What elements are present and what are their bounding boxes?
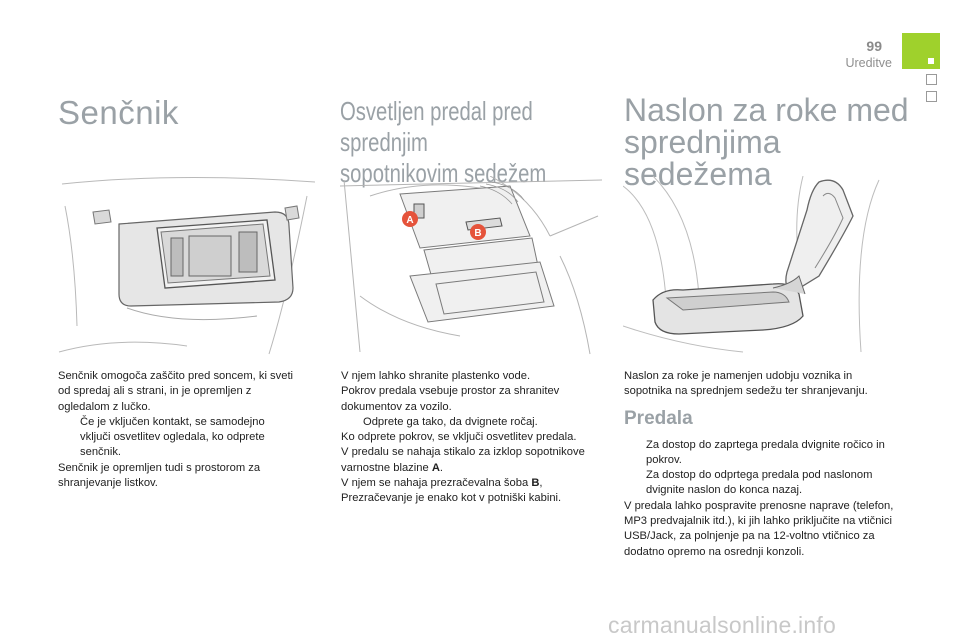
heading-visor: Senčnik: [58, 94, 179, 131]
glovebox-p4-ref: A: [431, 461, 440, 474]
visor-paragraph-1: Senčnik omogoča zaščito pred soncem, ki sveti od spredaj ali s strani, in je opremljen z ogledalom z lučko.: [58, 370, 294, 413]
glovebox-bullet-text: Odprete ga tako, da dvignete ročaj.: [363, 415, 538, 428]
armrest-p2: V predala lahko pospravite prenosne naprave (telefon, MP3 predvajalnik itd.), ki jih lahko priključite na vtičnici USB/Jack, za polnjenje pa na 12-voltno vtičnico za dodatno opremo na osrednji konzoli.: [624, 499, 894, 558]
armrest-p1: Naslon za roke je namenjen udobju voznika in sopotnika na sprednjem sedežu ter shranjevanju.: [624, 370, 868, 398]
glovebox-p5-end: ,: [539, 477, 543, 490]
heading-armrest-line1: Naslon za roke med: [624, 92, 909, 128]
glovebox-p4-text: V predalu se nahaja stikalo za izklop sopotnikove varnostne blazine: [341, 446, 585, 474]
armrest-bullet-1-text: Za dostop do zaprtega predala dvignite ročico in pokrov.: [646, 438, 885, 466]
armrest-subheading: Predala: [624, 407, 693, 429]
glovebox-p6: Prezračevanje je enako kot v potniški kabini.: [341, 492, 562, 505]
visor-bullet-text: Če je vključen kontakt, se samodejno vključi osvetlitev ogledala, ko odprete senčnik.: [80, 415, 265, 459]
glovebox-p5-ref: B: [531, 477, 540, 490]
heading-glovebox-line2: sopotnikovim sedežem: [340, 158, 547, 188]
glovebox-p5-text: V njem se nahaja prezračevalna šoba: [341, 477, 532, 490]
glovebox-illustration: [340, 176, 602, 356]
glovebox-p5: [341, 476, 603, 491]
glovebox-bullet: [341, 415, 603, 430]
chapter-square-2: [926, 91, 937, 102]
glovebox-p3: Ko odprete pokrov, se vključi osvetlitev predala.: [341, 431, 577, 444]
armrest-bullet-2-text: Za dostop do odprtega predala pod naslonom dvignite naslon do konca nazaj.: [646, 469, 873, 497]
page-number: 99: [866, 38, 882, 54]
chapter-square-1: [926, 74, 937, 85]
section-tag: Ureditve: [845, 56, 892, 70]
chapter-marker-dot: [928, 58, 934, 64]
visor-paragraph-2: Senčnik je opremljen tudi s prostorom za shranjevanje listkov.: [58, 461, 261, 490]
sun-visor-illustration: [57, 176, 319, 356]
heading-armrest-line2: sprednjima sedežema: [624, 124, 781, 192]
glovebox-p4: [341, 445, 603, 476]
visor-bullet: [58, 415, 298, 461]
watermark: carmanualsonline.info: [608, 612, 836, 638]
heading-glovebox-line1: Osvetljen predal pred sprednjim: [340, 96, 533, 157]
glovebox-p1: V njem lahko shranite plastenko vode.: [341, 370, 531, 382]
armrest-text: [624, 369, 894, 560]
chapter-marker: [902, 33, 940, 69]
armrest-illustration: [623, 176, 885, 356]
glovebox-p4-end: .: [439, 461, 444, 474]
armrest-bullet-2: [624, 468, 894, 499]
armrest-bullet-1: [624, 438, 894, 469]
visor-text: [58, 369, 298, 491]
label-a: A: [406, 215, 414, 226]
glovebox-text: [341, 369, 603, 507]
glovebox-p2: Pokrov predala vsebuje prostor za shranitev dokumentov za vozilo.: [341, 385, 560, 413]
label-b: B: [474, 228, 482, 239]
